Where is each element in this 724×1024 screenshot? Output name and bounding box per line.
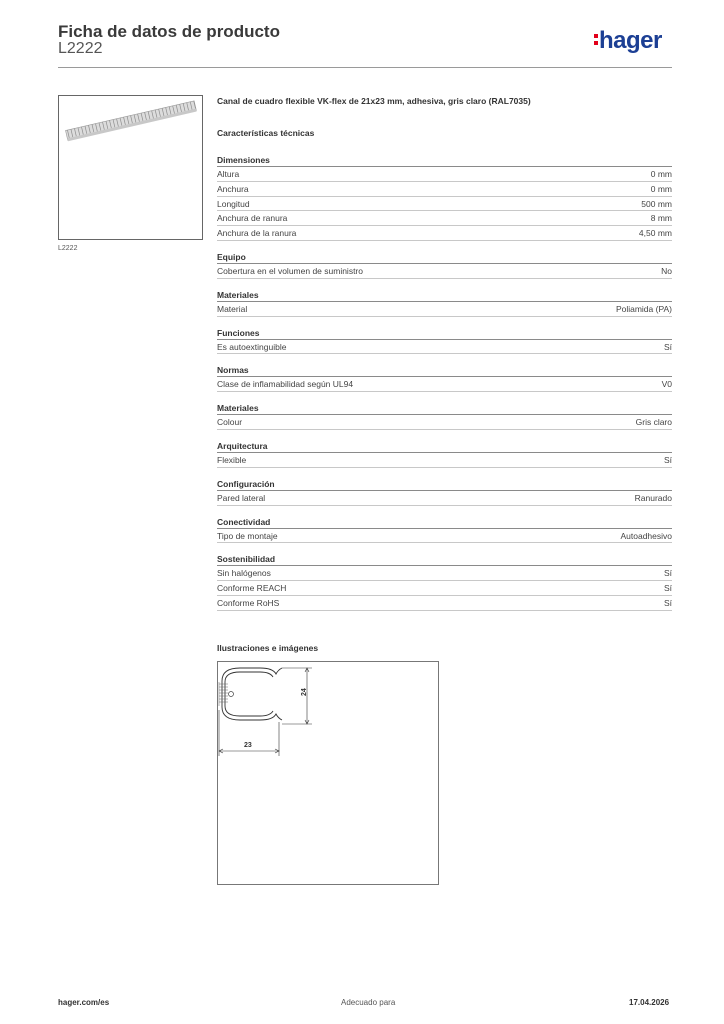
section-title: Sostenibilidad [217, 553, 672, 566]
logo-dots-icon [594, 29, 598, 45]
spec-label: Pared lateral [217, 492, 266, 503]
spec-row [217, 302, 672, 317]
spec-section [217, 251, 672, 279]
spec-row [217, 197, 672, 212]
illustrations-title: Ilustraciones e imágenes [217, 643, 319, 653]
dimension-width-label: 23 [244, 742, 252, 749]
spec-value: 500 mm [641, 198, 672, 209]
spec-section [217, 440, 672, 468]
spec-label: Es autoextinguible [217, 341, 287, 352]
spec-row [217, 596, 672, 611]
spec-label: Cobertura en el volumen de suministro [217, 265, 363, 276]
spec-label: Longitud [217, 198, 250, 209]
spec-section [217, 402, 672, 430]
tech-characteristics-title: Características técnicas [217, 128, 315, 138]
spec-row [217, 340, 672, 355]
spec-row [217, 415, 672, 430]
spec-value: Gris claro [635, 417, 672, 428]
spec-row [217, 377, 672, 392]
spec-row [217, 264, 672, 279]
spec-value: Ranurado [634, 492, 672, 503]
footer-suitable-for: Adecuado para [341, 998, 396, 1007]
spec-section [217, 516, 672, 544]
spec-value: Autoadhesivo [620, 530, 672, 541]
section-title: Funciones [217, 327, 672, 340]
page-title: Ficha de datos de producto [58, 22, 280, 41]
spec-row [217, 167, 672, 182]
spec-row [217, 491, 672, 506]
spec-label: Anchura de la ranura [217, 228, 297, 239]
spec-value: Sí [663, 583, 672, 594]
spec-section [217, 364, 672, 392]
product-content [217, 96, 672, 621]
spec-value: V0 [661, 379, 672, 390]
profile-drawing [218, 662, 438, 884]
spec-value: Sí [663, 597, 672, 608]
spec-sections [217, 154, 672, 611]
spec-row [217, 529, 672, 544]
spec-label: Clase de inflamabilidad según UL94 [217, 379, 354, 390]
spec-section [217, 289, 672, 317]
dimension-height-label: 24 [301, 688, 308, 696]
product-description: Canal de cuadro flexible VK-flex de 21x23 mm, adhesiva, gris claro (RAL7035) [217, 96, 531, 106]
spec-row [217, 226, 672, 241]
spec-label: Flexible [217, 454, 247, 465]
footer-date: 17.04.2026 [629, 998, 670, 1007]
spec-row [217, 211, 672, 226]
spec-label: Tipo de montaje [217, 530, 278, 541]
section-title: Configuración [217, 478, 672, 491]
spec-value: 8 mm [650, 213, 672, 224]
section-title: Materiales [217, 289, 672, 302]
header-divider [58, 67, 672, 68]
spec-row [217, 581, 672, 596]
spec-row [217, 566, 672, 581]
spec-label: Anchura [217, 183, 249, 194]
spec-label: Anchura de ranura [217, 213, 288, 224]
spec-value: Sí [663, 454, 672, 465]
cable-duct-image [59, 96, 202, 239]
section-title: Arquitectura [217, 440, 672, 453]
spec-section [217, 478, 672, 506]
section-title: Dimensiones [217, 154, 672, 167]
product-code: L2222 [58, 40, 103, 57]
spec-section [217, 154, 672, 241]
logo-text: hager [599, 27, 662, 54]
section-title: Normas [217, 364, 672, 377]
spec-label: Sin halógenos [217, 568, 271, 579]
spec-section [217, 553, 672, 610]
spec-label: Altura [217, 169, 240, 179]
spec-label: Colour [217, 417, 243, 428]
dimension-drawing [217, 661, 439, 885]
spec-value: 0 mm [650, 169, 672, 179]
section-title: Conectividad [217, 516, 672, 529]
spec-value: Poliamida (PA) [615, 303, 672, 314]
spec-value: Sí [663, 341, 672, 352]
hager-logo [594, 29, 662, 53]
product-thumbnail [58, 95, 203, 240]
section-title: Equipo [217, 251, 672, 264]
thumbnail-caption: L2222 [58, 245, 78, 252]
spec-value: No [661, 265, 672, 276]
spec-label: Conforme RoHS [217, 597, 280, 608]
spec-row [217, 453, 672, 468]
footer-website-link[interactable]: hager.com/es [58, 998, 110, 1007]
spec-label: Conforme REACH [217, 583, 287, 594]
spec-value: Sí [663, 568, 672, 579]
spec-section [217, 327, 672, 355]
spec-value: 4,50 mm [638, 228, 672, 239]
section-title: Materiales [217, 402, 672, 415]
spec-label: Material [217, 303, 248, 314]
spec-value: 0 mm [650, 183, 672, 194]
spec-row [217, 182, 672, 197]
